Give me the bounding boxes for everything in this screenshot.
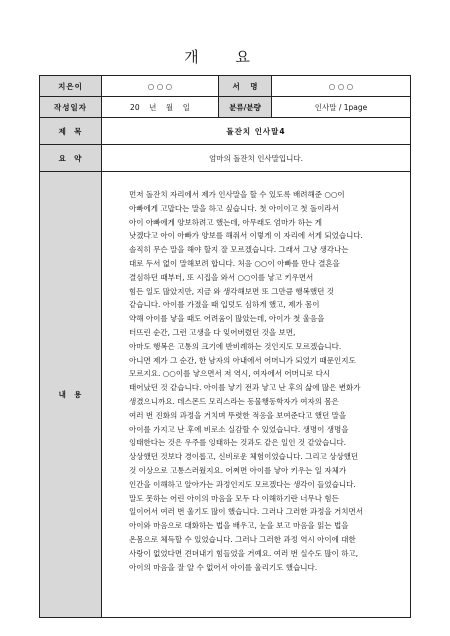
content-line: 터뜨린 순간, 그런 고생을 다 잊어버렸던 것을 보면, [129,327,296,337]
content-line: 같습니다. 아이를 가졌을 때 입덧도 심하게 했고, 제가 몸이 [129,300,320,310]
date-value: 20 년 월 일 [102,97,219,118]
content-line: 잉태한다는 것은 우주를 잉태하는 것과도 같은 일인 것 같았습니다. [129,438,347,448]
content-text [102,172,410,574]
summary-label: 요 약 [40,145,102,172]
content-line: 아이의 마음을 잘 알 수 없어서 아이를 울리기도 했습니다. [129,562,318,572]
subject-label: 제 목 [40,118,102,145]
content-line: 약해 아이를 낳을 때도 어려움이 많았는데, 아이가 첫 울음을 [129,314,325,324]
content-line: 사랑이 없었다면 견뎌내기 힘들었을 거예요. 여러 번 실수도 많이 하고, [129,548,359,558]
document-title: 개 요 [184,48,266,66]
supervisor-label: 서 명 [219,76,272,97]
content-line: 낫겠다고 아이 아빠가 양보를 해줘서 이렇게 이 자리에 서게 되었습니다. [129,231,363,241]
content-line: 결심하던 때부터, 또 시집을 와서 ○○이를 낳고 키우면서 [129,272,314,282]
summary-value: 엄마의 돌잔치 인사말입니다. [102,145,411,172]
subject-value: 돌잔치 인사말4 [102,118,411,145]
content-line: 상상했던 것보다 경이롭고, 신비로운 체험이었습니다. 그리고 상상했던 [129,452,359,462]
author-value: ○ ○ ○ [102,76,219,97]
supervisor-value: ○ ○ ○ [272,76,411,97]
content-line: 것 이상으로 고통스러웠지요. 어쩌면 아이를 낳아 키우는 일 자체가 [129,465,347,475]
content-line: 솔직히 무슨 말을 해야 할지 잘 모르겠습니다. 그래서 그냥 생각나는 [129,245,349,255]
content-line: 힘든 일도 많았지만, 지금 와 생각해보면 또 그만큼 행복했던 것 [129,286,334,296]
content-line: 아이와 마음으로 대화하는 법을 배우고, 눈을 보고 마음을 읽는 법을 [129,521,349,531]
category-value: 인사말 / 1page [272,97,411,118]
content-line: 인간을 이해하고 알아가는 과정인지도 모르겠다는 생각이 들었습니다. [129,479,356,489]
content-line: 여러 번 진화의 과정을 거치며 뚜렷한 적응을 보여준다고 했던 말을 [129,410,347,420]
content-line: 아마도 행복은 고통의 크기에 반비례하는 것인지도 모르겠습니다. [129,341,342,351]
content-line: 먼저 돌잔치 자리에서 제가 인사말을 할 수 있도록 배려해준 ○○이 [129,190,345,199]
content-line: 아이를 가지고 난 후에 비로소 실감할 수 있었습니다. 생명이 생명을 [129,424,349,434]
content-line: 일이어서 여러 번 울기도 많이 했습니다. 그러나 그러한 과정을 거치면서 [129,507,363,517]
category-label: 분류/분량 [219,97,272,118]
content-line: 대로 두서 없이 말해보려 합니다. 처음 ○○이 아빠를 만나 결혼을 [129,258,340,268]
content-line: 말도 못하는 어린 아이의 마음을 모두 다 이해하기란 너무나 힘든 [129,493,339,503]
author-label: 지은이 [40,76,102,97]
content-line: 아빠에게 고맙다는 말을 하고 싶습니다. 첫 아이이고 첫 돌이라서 [129,203,339,213]
content-line: 태어났던 것 같습니다. 아이를 낳기 전과 낳고 난 후의 삶에 많은 변화가 [129,383,361,393]
date-label: 작성일자 [40,97,102,118]
content-line: 아이 아빠에게 양보하려고 했는데, 아무래도 엄마가 하는 게 [129,217,322,227]
content-line: 아니면 제가 그 순간, 한 남자의 아내에서 어머니가 되었기 때문인지도 [129,355,356,365]
overview-form-table [39,75,411,618]
content-body [102,172,411,618]
content-line: 온몸으로 체득할 수 있었습니다. 그러나 그러한 과정 역시 아이에 대한 [129,534,356,544]
content-line: 모르지요. ○○이를 낳으면서 저 역시, 여자에서 어머니로 다시 [129,369,331,379]
content-line: 생겼으니까요. 데스몬드 모리스라는 동물행동학자가 여자의 몸은 [129,396,339,406]
content-label: 내 용 [40,172,102,618]
